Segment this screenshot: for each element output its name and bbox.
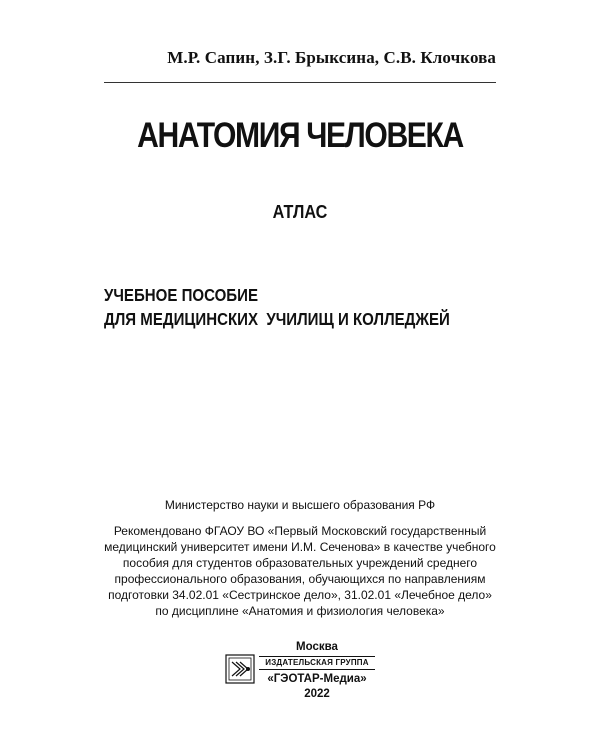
book-subtitle <box>104 283 450 331</box>
publisher-imprint <box>225 640 375 704</box>
recommendation-line: пособия для студентов образовательных учреждений среднего <box>122 556 478 570</box>
recommendation-line: Рекомендовано ФГАОУ ВО «Первый Московский государственный <box>113 524 487 538</box>
publisher-city: Москва <box>296 641 338 653</box>
header-divider <box>104 82 496 83</box>
publisher-logo-icon <box>225 654 255 684</box>
recommendation-line: подготовки 34.02.01 «Сестринское дело», 31.02.01 «Лечебное дело» <box>108 588 492 602</box>
publisher-group: ИЗДАТЕЛЬСКАЯ ГРУППА <box>259 656 375 670</box>
book-title: АНАТОМИЯ ЧЕЛОВЕКА <box>137 116 463 155</box>
subtitle-line-1: УЧЕБНОЕ ПОСОБИЕ <box>104 285 258 305</box>
book-type: АТЛАС <box>272 202 328 222</box>
subtitle-line-2: ДЛЯ МЕДИЦИНСКИХ УЧИЛИЩ И КОЛЛЕДЖЕЙ <box>104 309 450 329</box>
authors-line: М.Р. Сапин, З.Г. Брыксина, С.В. Клочкова <box>167 48 496 67</box>
recommendation-line: по дисциплине «Анатомия и физиология человека» <box>155 604 445 618</box>
publication-year: 2022 <box>304 688 330 700</box>
recommendation-line: медицинский университет имени И.М. Сеченова» в качестве учебного <box>104 540 496 554</box>
recommendation-block <box>0 523 600 619</box>
ministry-line: Министерство науки и высшего образования РФ <box>164 498 436 512</box>
publisher-name: «ГЭОТАР-Медиа» <box>267 673 367 685</box>
recommendation-line: профессионального образования, обучающихся по направлениям <box>114 572 486 586</box>
